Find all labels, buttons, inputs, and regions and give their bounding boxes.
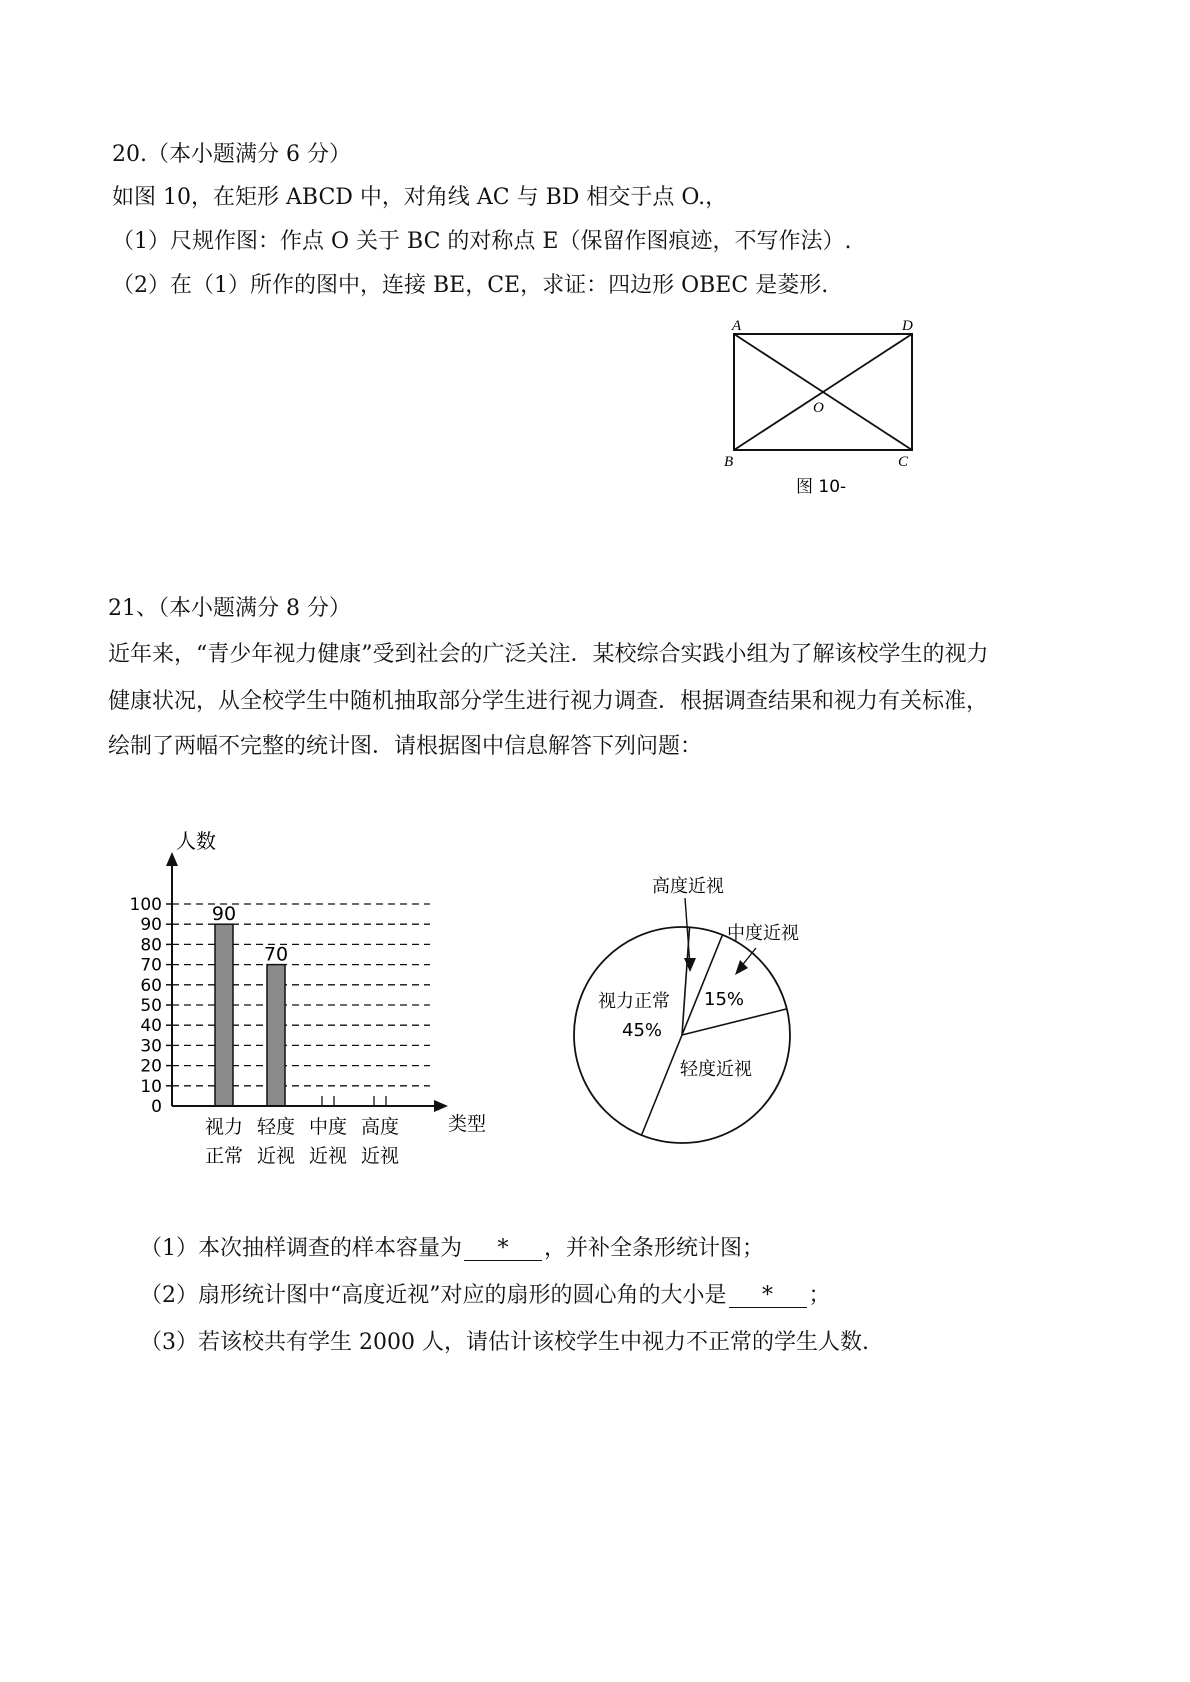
figure-10-rectangle bbox=[720, 312, 940, 502]
q21-part2-tail: ； bbox=[808, 1283, 831, 1308]
bar-chart-ytick-label: 10 bbox=[140, 1076, 162, 1097]
bar-chart-ylabel: 人数 bbox=[176, 829, 216, 853]
bar-chart-yticks bbox=[130, 895, 172, 1117]
q21-part3: （3）若该校共有学生 2000 人，请估计该校学生中视力不正常的学生人数. bbox=[140, 1330, 869, 1355]
q21-part1 bbox=[140, 1234, 764, 1264]
pie-percent-moderate: 15% bbox=[704, 989, 745, 1010]
bar-chart-y-arrow bbox=[166, 852, 178, 866]
q21-part2 bbox=[140, 1281, 831, 1311]
bar-category-label: 近视 bbox=[360, 1145, 400, 1167]
bar-chart-x-arrow bbox=[434, 1100, 448, 1112]
q20-heading: 20.（本小题满分 6 分） bbox=[112, 142, 351, 167]
pie-label-normal: 视力正常 bbox=[598, 991, 670, 1012]
label-c: C bbox=[898, 454, 909, 470]
pie-arrow-moderate-head bbox=[735, 960, 748, 975]
bar-chart-gridlines bbox=[172, 904, 430, 1086]
q20-part2: （2）在（1）所作的图中，连接 BE，CE，求证：四边形 OBEC 是菱形. bbox=[112, 273, 829, 298]
pie-chart bbox=[570, 860, 840, 1150]
q21-part1-text: （1）本次抽样调查的样本容量为 bbox=[140, 1236, 462, 1261]
bar-chart-ytick-label: 20 bbox=[140, 1056, 162, 1077]
pie-label-moderate-myopia: 中度近视 bbox=[727, 923, 799, 944]
bar-chart-ytick-label: 70 bbox=[140, 955, 162, 976]
bar-chart-ytick-label: 40 bbox=[140, 1016, 162, 1037]
q21-heading: 21、（本小题满分 8 分） bbox=[108, 596, 351, 621]
pie-label-high-myopia: 高度近视 bbox=[652, 876, 724, 897]
bar-1 bbox=[215, 924, 233, 1106]
bar-chart-ytick-label: 100 bbox=[129, 895, 162, 915]
bar-chart-ytick-label: 50 bbox=[140, 996, 162, 1016]
pie-radius bbox=[642, 1035, 682, 1135]
bar-category-label: 近视 bbox=[308, 1145, 348, 1167]
bar-chart-xlabel: 类型 bbox=[448, 1113, 487, 1135]
bar-data-label: 70 bbox=[263, 943, 289, 966]
label-b: B bbox=[724, 454, 734, 470]
bar-category-label: 正常 bbox=[204, 1145, 244, 1167]
bar-category-label: 轻度 bbox=[256, 1116, 296, 1138]
q21-paragraph-line-3: 绘制了两幅不完整的统计图．请根据图中信息解答下列问题： bbox=[108, 734, 703, 759]
bar-data-label: 90 bbox=[211, 903, 237, 926]
q20-part1: （1）尺规作图：作点 O 关于 BC 的对称点 E（保留作图痕迹，不写作法）. bbox=[112, 229, 852, 254]
q20-intro: 如图 10，在矩形 ABCD 中，对角线 AC 与 BD 相交于点 O.， bbox=[112, 185, 728, 210]
pie-radius bbox=[682, 1009, 787, 1035]
bar-chart-ytick-label: 80 bbox=[140, 935, 162, 956]
q21-part1-blank: * bbox=[464, 1238, 542, 1261]
bar-category-label: 视力 bbox=[204, 1116, 244, 1138]
bar-category-label: 中度 bbox=[308, 1116, 348, 1138]
q21-paragraph-line-2: 健康状况，从全校学生中随机抽取部分学生进行视力调查．根据调查结果和视力有关标准， bbox=[108, 689, 989, 714]
pie-percent-normal: 45% bbox=[622, 1020, 663, 1041]
bar-chart-xlabels bbox=[205, 1116, 399, 1167]
figure-caption: 图 10- bbox=[796, 477, 847, 497]
label-d: D bbox=[902, 318, 913, 334]
q21-paragraph-line-1: 近年来，“青少年视力健康”受到社会的广泛关注．某校综合实践小组为了解该校学生的视力 bbox=[108, 642, 989, 667]
bar-2 bbox=[267, 965, 285, 1106]
bar-category-label: 近视 bbox=[256, 1145, 296, 1167]
bar-chart-ytick-label: 0 bbox=[151, 1097, 162, 1117]
q21-part2-blank: * bbox=[729, 1285, 807, 1308]
label-a: A bbox=[732, 318, 742, 334]
bar-chart-ytick-label: 60 bbox=[140, 975, 162, 996]
bar-chart-ytick-label: 30 bbox=[140, 1036, 162, 1057]
q21-part1-tail: ，并补全条形统计图； bbox=[544, 1236, 765, 1261]
bar-chart-ytick-label: 90 bbox=[140, 915, 162, 936]
bar-chart bbox=[120, 820, 520, 1180]
bar-category-label: 高度 bbox=[360, 1116, 400, 1138]
pie-label-mild-myopia: 轻度近视 bbox=[680, 1059, 752, 1080]
label-o: O bbox=[813, 400, 824, 416]
q21-part2-text: （2）扇形统计图中“高度近视”对应的扇形的圆心角的大小是 bbox=[140, 1283, 727, 1308]
